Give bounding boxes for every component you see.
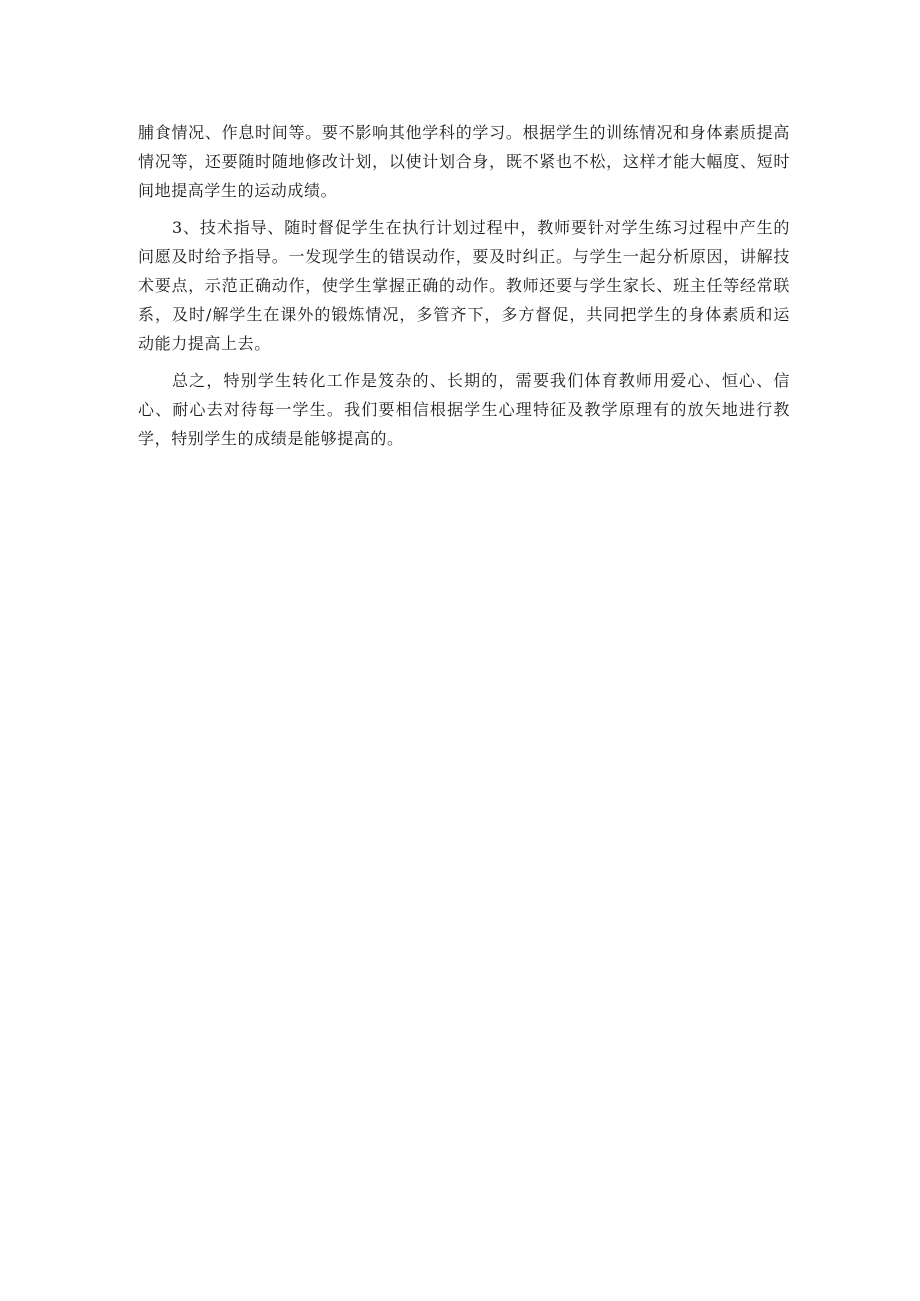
paragraph-continuation: 脯食情况、作息时间等。要不影响其他学科的学习。根据学生的训练情况和身体素质提高情况等，还要随时随地修改计划，以使计划合身，既不紧也不松，这样才能大幅度、短时间地提高学生的运动成绩。: [138, 123, 790, 200]
paragraph-technical-guidance: 3、技术指导、随时督促学生在执行计划过程中，教师要针对学生练习过程中产生的问愿及时给予指导。一发现学生的错误动作，要及时纠正。与学生一起分析原因，讲解技术要点，示范正确动作，使学生掌握正确的动作。教师还要与学生家长、班主任等经常联系，及时/解学生在课外的锻炼情况，多管齐下，多方督促，共同把学生的身体素质和运动能力提高上去。: [138, 218, 790, 353]
document-body: [138, 118, 790, 461]
paragraph-conclusion: 总之，特别学生转化工作是笈杂的、长期的，需要我们体育教师用爱心、恒心、信心、耐心去对待每一学生。我们要相信根据学生心理特征及教学原理有的放矢地进行教学，特别学生的成绩是能够提高的。: [138, 371, 790, 448]
